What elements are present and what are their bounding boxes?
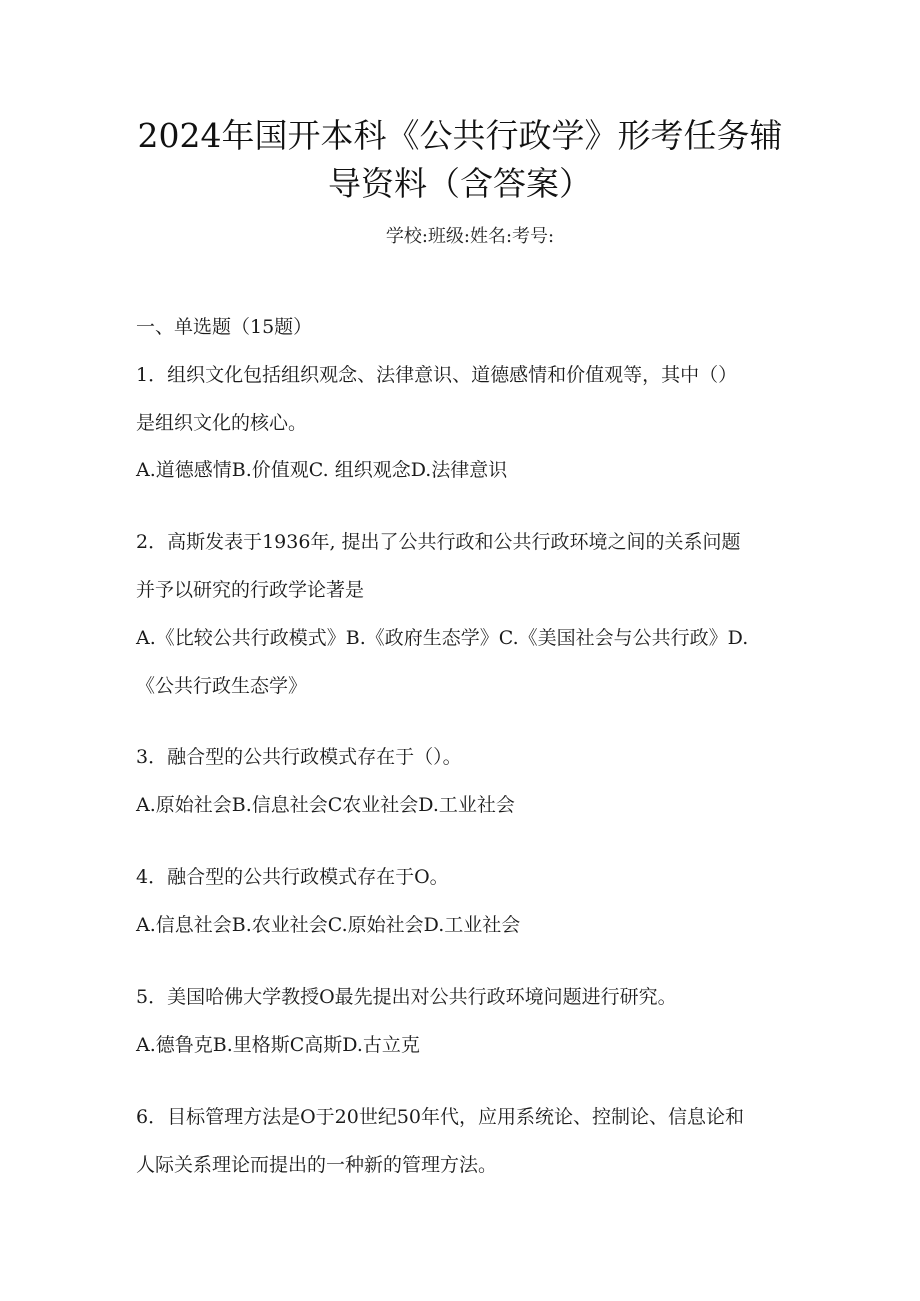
section-heading: 一、单选题（15题） [136,316,313,338]
document-title-line-2: 导资料（含答案） [328,164,592,203]
question-6-stem-line-1: 6．目标管理方法是O于20世纪50年代，应用系统论、控制论、信息论和 [136,1106,745,1128]
question-5-options: A.德鲁克B.里格斯C高斯D.古立克 [136,1034,420,1056]
question-1-stem-line-1: 1．组织文化包括组织观念、法律意识、道德感情和价值观等，其中（） [136,364,738,386]
question-6-stem-line-2: 人际关系理论而提出的一种新的管理方法。 [136,1154,498,1176]
question-2-stem-line-2: 并予以研究的行政学论著是 [136,579,365,601]
question-1-stem-line-2: 是组织文化的核心。 [136,412,308,434]
question-1-options: A.道德感情B.价值观C. 组织观念D.法律意识 [136,459,508,481]
question-2-options-line-2: 《公共行政生态学》 [136,675,308,697]
question-3-stem: 3．融合型的公共行政模式存在于（）。 [136,746,462,768]
question-4-stem: 4．融合型的公共行政模式存在于O。 [136,866,449,888]
question-2-options-line-1: A.《比较公共行政模式》B.《政府生态学》C.《美国社会与公共行政》D. [136,627,749,649]
question-3-options: A.原始社会B.信息社会C农业社会D.工业社会 [136,794,515,816]
question-5-stem: 5．美国哈佛大学教授O最先提出对公共行政环境问题进行研究。 [136,986,677,1008]
document-title-line-1: 2024年国开本科《公共行政学》形考任务辅 [137,116,783,155]
question-2-stem-line-1: 2．高斯发表于1936年, 提出了公共行政和公共行政环境之间的关系问题 [136,531,741,553]
question-4-options: A.信息社会B.农业社会C.原始社会D.工业社会 [136,914,521,936]
student-info-line: 学校:班级:姓名:考号: [385,226,555,247]
